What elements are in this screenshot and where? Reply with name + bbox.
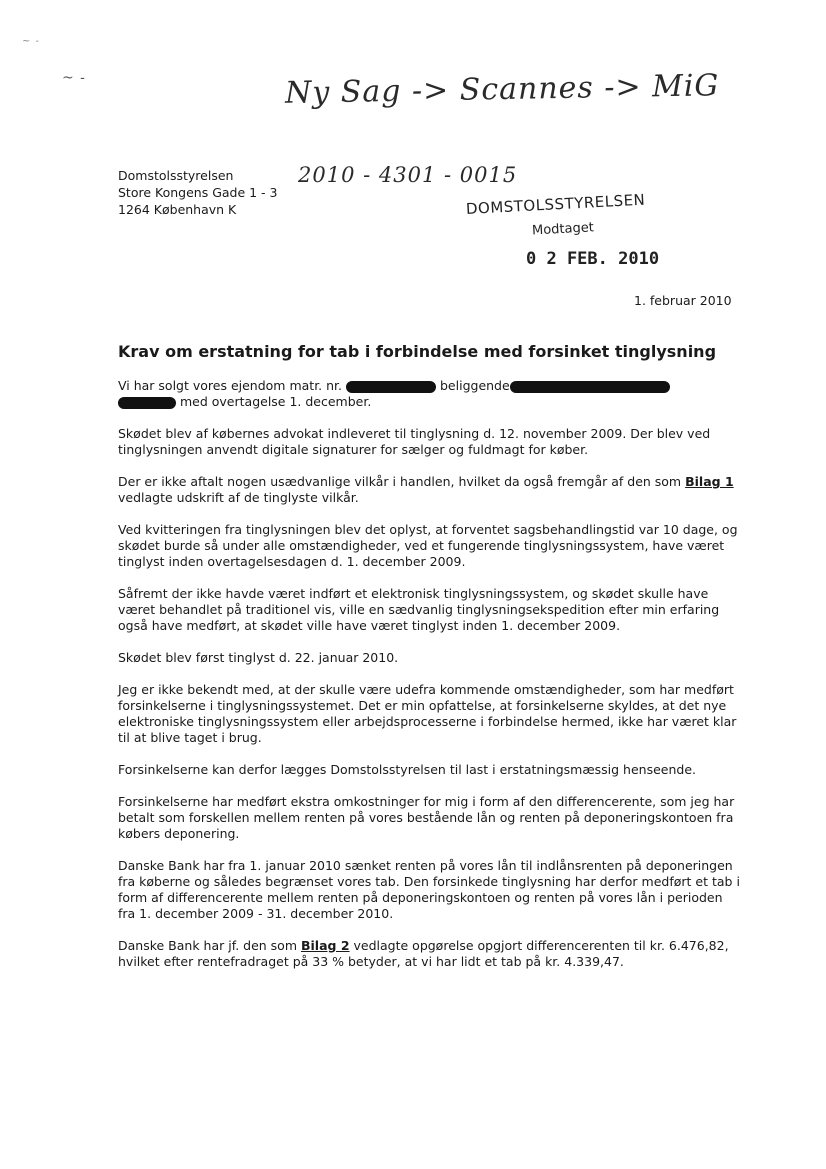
letter-body	[118, 378, 743, 986]
handwritten-scribble: ~ -	[62, 70, 86, 86]
paragraph-1	[118, 378, 743, 410]
p11-text-a: Danske Bank har jf. den som	[118, 938, 298, 953]
p3-text-b: vedlagte udskrift af de tinglyste vilkår.	[118, 490, 359, 505]
handwritten-note: Ny Sag -> Scannes -> MiG	[284, 68, 720, 111]
recipient-city: 1264 København K	[118, 202, 237, 217]
stamp-date: 0 2 FEB. 2010	[526, 249, 660, 269]
received-stamp	[465, 190, 666, 269]
paragraph-4: Ved kvitteringen fra tinglysningen blev det oplyst, at forventet sagsbehandlingstid var 10 dage, og skødet burde så under alle omstændigheder, ved et fungerende tinglysningssystem, have været tinglyst inden overtagelsesdagen d. 1. december 2009.	[118, 522, 738, 569]
p1-text-a: Vi har solgt vores ejendom matr. nr.	[118, 378, 343, 393]
paragraph-6: Skødet blev først tinglyst d. 22. januar 2010.	[118, 650, 399, 665]
handwritten-case-number: 2010 - 4301 - 0015	[298, 163, 518, 187]
redaction-block	[510, 381, 670, 393]
paragraph-5: Såfremt der ikke havde været indført et elektronisk tinglysningssystem, og skødet skulle have været behandlet på traditionel vis, ville en sædvanlig tinglysningsekspedition efter min erfaring også have medført, at skødet ville have været tinglyst inden 1. december 2009.	[118, 586, 720, 633]
stamp-received-label: Modtaget	[531, 220, 595, 239]
paragraph-3	[118, 474, 743, 506]
bilag-2-link[interactable]: Bilag 2	[301, 938, 350, 953]
redaction-block	[118, 397, 176, 409]
corner-mark: ~ -	[22, 36, 40, 47]
p1-text-c: med overtagelse 1. december.	[179, 394, 372, 409]
p3-text-a: Der er ikke aftalt nogen usædvanlige vilkår i handlen, hvilket da også fremgår af den som	[118, 474, 682, 489]
redaction-block	[346, 381, 436, 393]
bilag-1-link[interactable]: Bilag 1	[685, 474, 734, 489]
paragraph-10: Danske Bank har fra 1. januar 2010 sænket renten på vores lån til indlånsrenten på deponeringen fra køberne og således begrænset vores tab. Den forsinkede tinglysning har derfor medført et tab i form af differencerente mellem renten på deponeringskontoen og renten på vores lån i perioden fra 1. december 2009 - 31. december 2010.	[118, 858, 740, 921]
letter-date: 1. februar 2010	[634, 293, 732, 308]
paragraph-11	[118, 938, 743, 970]
letter-title: Krav om erstatning for tab i forbindelse med forsinket tinglysning	[118, 342, 717, 361]
paragraph-2: Skødet blev af købernes advokat indleveret til tinglysning d. 12. november 2009. Der blev ved tinglysningen anvendt digitale signaturer for sælger og fuldmagt for køber.	[118, 426, 711, 457]
p11-text-b: vedlagte opgørelse opgjort differencerenten til kr. 6.476,82, hvilket efter rentefradraget på 33 % betyder, at vi har lidt et tab på kr. 4.339,47.	[118, 938, 729, 969]
recipient-address	[118, 167, 278, 218]
paragraph-8: Forsinkelserne kan derfor lægges Domstolsstyrelsen til last i erstatningsmæssig henseende.	[118, 762, 696, 777]
p1-text-b: beliggende	[440, 378, 510, 393]
paragraph-7: Jeg er ikke bekendt med, at der skulle være udefra kommende omstændigheder, som har medført forsinkelserne i tinglysningssystemet. Det er min opfattelse, at forsinkelserne skyldes, at det nye elektroniske tinglysningssystem eller arbejdsprocesserne i forbindelse hermed, ikke har været klar til at blive taget i brug.	[118, 682, 737, 745]
recipient-name: Domstolsstyrelsen	[118, 168, 234, 183]
paragraph-9: Forsinkelserne har medført ekstra omkostninger for mig i form af den differencerente, som jeg har betalt som forskellen mellem renten på vores bestående lån og renten på deponeringskontoen fra købers deponering.	[118, 794, 735, 841]
stamp-org: DOMSTOLSSTYRELSEN	[465, 190, 646, 218]
recipient-street: Store Kongens Gade 1 - 3	[118, 185, 278, 200]
